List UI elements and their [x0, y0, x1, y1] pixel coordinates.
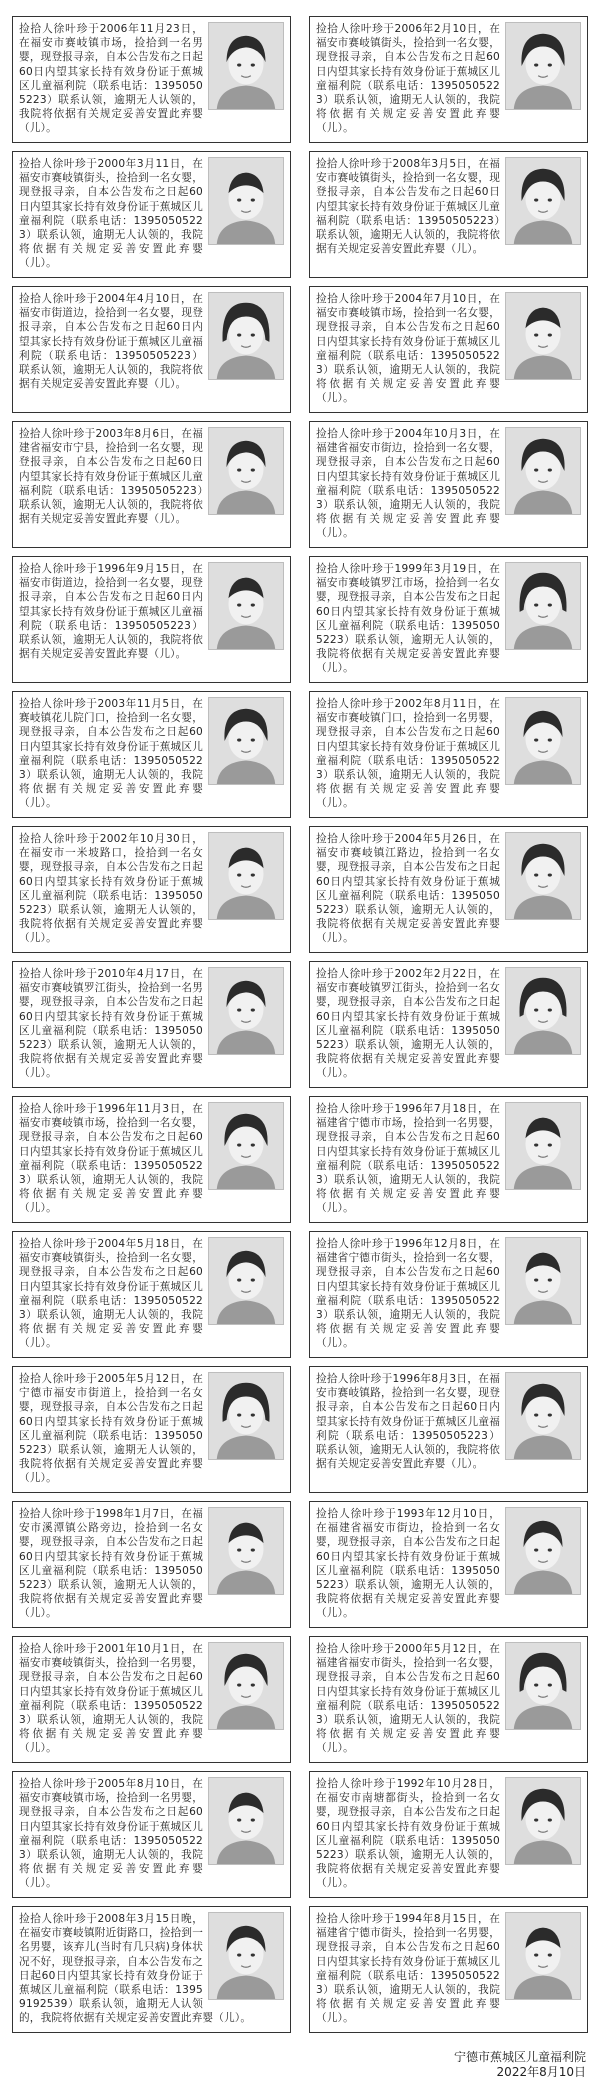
notice-card: [309, 691, 588, 818]
child-photo: [208, 832, 284, 920]
notice-text: 捡拾人徐叶珍于2003年11月5日，在赛岐镇花儿院门口，捡拾到一名女婴，现登报寻亲，自本公告发布之日起60日内望其家长持有效身份证于蕉城区儿童福利院（联系电话：13950505223）联系认领，逾期无人认领的，我院将依据有关规定妥善安置此弃婴（儿）。: [19, 698, 203, 810]
notice-text: 捡拾人徐叶珍于2002年10月30日，在福安市一米坡路口，捡拾到一名女婴，现登报寻亲，自本公告发布之日起60日内望其家长持有效身份证于蕉城区儿童福利院（联系电话：13950505223）联系认领，逾期无人认领的，我院将依据有关规定妥善安置此弃婴（儿）。: [19, 833, 203, 945]
notice-grid: [12, 16, 588, 2033]
child-photo: [505, 1642, 581, 1730]
footer-org: 宁德市蕉城区儿童福利院: [453, 2050, 586, 2064]
notice-card: [309, 1096, 588, 1223]
notice-card: [12, 691, 291, 818]
child-photo: [208, 292, 284, 380]
notice-text: 捡拾人徐叶珍于2000年5月12日，在福建省福安市街头，捡拾到一名女婴，现登报寻亲，自本公告发布之日起60日内望其家长持有效身份证于蕉城区儿童福利院（联系电话：13950505223）联系认领，逾期无人认领的，我院将依据有关规定妥善安置此弃婴（儿）。: [316, 1643, 500, 1755]
notice-text: 捡拾人徐叶珍于2005年8月10日，在福安市赛岐镇市场，捡拾到一名男婴，现登报寻亲，自本公告发布之日起60日内望其家长持有效身份证于蕉城区儿童福利院（联系电话：13950505223）联系认领，逾期无人认领的，我院将依据有关规定妥善安置此弃婴（儿）。: [19, 1778, 203, 1890]
notice-card: [309, 286, 588, 413]
child-photo: [505, 967, 581, 1055]
notice-card: [12, 1231, 291, 1358]
notice-text: 捡拾人徐叶珍于1994年8月15日，在福建省宁德市街头，捡拾到一名男婴，现登报寻亲，自本公告发布之日起60日内望其家长持有效身份证于蕉城区儿童福利院（联系电话：13950505223）联系认领，逾期无人认领的，我院将依据有关规定妥善安置此弃婴（儿）。: [316, 1913, 500, 2025]
child-photo: [505, 157, 581, 245]
child-photo: [208, 1372, 284, 1460]
notice-text: 捡拾人徐叶珍于2000年3月11日，在福安市赛岐镇街头，捡拾到一名女婴，现登报寻亲，自本公告发布之日起60日内望其家长持有效身份证于蕉城区儿童福利院（联系电话：13950505223）联系认领，逾期无人认领的，我院将依据有关规定妥善安置此弃婴（儿）。: [19, 158, 203, 270]
child-photo: [208, 697, 284, 785]
child-photo: [505, 832, 581, 920]
notice-text: 捡拾人徐叶珍于1996年11月3日，在福安市赛岐镇市场，捡拾到一名女婴，现登报寻亲，自本公告发布之日起60日内望其家长持有效身份证于蕉城区儿童福利院（联系电话：13950505223）联系认领，逾期无人认领的，我院将依据有关规定妥善安置此弃婴（儿）。: [19, 1103, 203, 1215]
notice-text: 捡拾人徐叶珍于1996年7月18日，在福建省宁德市市场，捡拾到一名男婴，现登报寻亲，自本公告发布之日起60日内望其家长持有效身份证于蕉城区儿童福利院（联系电话：13950505223）联系认领，逾期无人认领的，我院将依据有关规定妥善安置此弃婴（儿）。: [316, 1103, 500, 1215]
child-photo: [208, 967, 284, 1055]
notice-card: [309, 421, 588, 548]
notice-text: 捡拾人徐叶珍于2004年5月18日，在福安市赛岐镇街头，捡拾到一名女婴，现登报寻亲，自本公告发布之日起60日内望其家长持有效身份证于蕉城区儿童福利院（联系电话：13950505223）联系认领，逾期无人认领的，我院将依据有关规定妥善安置此弃婴（儿）。: [19, 1238, 203, 1350]
notice-card: [309, 1501, 588, 1628]
child-photo: [208, 157, 284, 245]
child-photo: [505, 1777, 581, 1865]
notice-card: [12, 1636, 291, 1763]
child-photo: [208, 1237, 284, 1325]
notice-text: 捡拾人徐叶珍于1996年12月8日，在福建省宁德市街头，捡拾到一名女婴，现登报寻亲，自本公告发布之日起60日内望其家长持有效身份证于蕉城区儿童福利院（联系电话：13950505223）联系认领，逾期无人认领的，我院将依据有关规定妥善安置此弃婴（儿）。: [316, 1238, 500, 1350]
notice-card: [12, 1501, 291, 1628]
footer: [454, 2050, 586, 2080]
notice-card: [12, 1366, 291, 1493]
notice-text: 捡拾人徐叶珍于2004年10月3日，在福建省福安市街边，捡拾到一名女婴，现登报寻亲，自本公告发布之日起60日内望其家长持有效身份证于蕉城区儿童福利院（联系电话：13950505223）联系认领，逾期无人认领的，我院将依据有关规定妥善安置此弃婴（儿）。: [316, 428, 500, 540]
notice-card: [309, 961, 588, 1088]
notice-card: [12, 421, 291, 548]
notice-text: 捡拾人徐叶珍于1996年8月3日，在福安市赛岐镇路，捡拾到一名女婴，现登报寻亲，自本公告发布之日起60日内望其家长持有效身份证于蕉城区儿童福利院（联系电话：13950505223）联系认领，逾期无人认领的，我院将依据有关规定妥善安置此弃婴（儿）。: [316, 1373, 500, 1471]
notice-card: [12, 961, 291, 1088]
notice-text: 捡拾人徐叶珍于1993年12月10日，在福建省福安市街边，捡拾到一名女婴，现登报寻亲，自本公告发布之日起60日内望其家长持有效身份证于蕉城区儿童福利院（联系电话：13950505223）联系认领，逾期无人认领的，我院将依据有关规定妥善安置此弃婴（儿）。: [316, 1508, 500, 1620]
notice-card: [12, 1906, 291, 2033]
child-photo: [505, 427, 581, 515]
notice-card: [309, 1366, 588, 1493]
notice-card: [309, 1906, 588, 2033]
child-photo: [505, 1237, 581, 1325]
child-photo: [505, 1372, 581, 1460]
notice-card: [12, 1771, 291, 1898]
notice-card: [309, 1231, 588, 1358]
notice-card: [309, 556, 588, 683]
notice-card: [12, 16, 291, 143]
child-photo: [208, 1102, 284, 1190]
notice-card: [12, 556, 291, 683]
notice-text: 捡拾人徐叶珍于2006年11月23日，在福安市赛岐镇市场，捡拾到一名男婴，现登报寻亲，自本公告发布之日起60日内望其家长持有效身份证于蕉城区儿童福利院（联系电话：13950505223）联系认领，逾期无人认领的，我院将依据有关规定妥善安置此弃婴（儿）。: [19, 23, 203, 135]
notice-text: 捡拾人徐叶珍于1998年1月7日，在福安市溪潭镇公路旁边，捡拾到一名女婴，现登报寻亲，自本公告发布之日起60日内望其家长持有效身份证于蕉城区儿童福利院（联系电话：13950505223）联系认领，逾期无人认领的，我院将依据有关规定妥善安置此弃婴（儿）。: [19, 1508, 203, 1620]
notice-text: 捡拾人徐叶珍于2001年10月1日，在福安市赛岐镇街头，捡拾到一名男婴，现登报寻亲，自本公告发布之日起60日内望其家长持有效身份证于蕉城区儿童福利院（联系电话：13950505223）联系认领，逾期无人认领的，我院将依据有关规定妥善安置此弃婴（儿）。: [19, 1643, 203, 1755]
notice-card: [309, 151, 588, 278]
notice-text: 捡拾人徐叶珍于1992年10月28日，在福安市南塘都街头，捡拾到一名女婴，现登报寻亲，自本公告发布之日起60日内望其家长持有效身份证于蕉城区儿童福利院（联系电话：13950505223）联系认领，逾期无人认领的，我院将依据有关规定妥善安置此弃婴（儿）。: [316, 1778, 500, 1890]
notice-text: 捡拾人徐叶珍于2010年4月17日，在福安市赛岐镇罗江街头，捡拾到一名男婴，现登报寻亲，自本公告发布之日起60日内望其家长持有效身份证于蕉城区儿童福利院（联系电话：13950505223）联系认领，逾期无人认领的，我院将依据有关规定妥善安置此弃婴（儿）。: [19, 968, 203, 1080]
notice-text: 捡拾人徐叶珍于2005年5月12日，在宁德市福安市街道上，捡拾到一名女婴，现登报寻亲，自本公告发布之日起60日内望其家长持有效身份证于蕉城区儿童福利院（联系电话：13950505223）联系认领，逾期无人认领的，我院将依据有关规定妥善安置此弃婴（儿）。: [19, 1373, 203, 1485]
notice-text: 捡拾人徐叶珍于2003年8月6日，在福建省福安市宁县，捡拾到一名女婴，现登报寻亲，自本公告发布之日起60日内望其家长持有效身份证于蕉城区儿童福利院（联系电话：13950505223）联系认领，逾期无人认领的，我院将依据有关规定妥善安置此弃婴（儿）。: [19, 428, 203, 526]
notice-text: 捡拾人徐叶珍于2008年3月15日晚，在福安市赛岐镇附近街路口，捡拾到一名男婴，该弃儿(当时有几只病)身体状况不好，现登报寻亲，自本公告发布之日起60日内望其家长持有效身份证于蕉城区儿童福利院（联系电话：13959192539）联系认领，逾期无人认领的，我院将依据有关规定妥善安置此弃婴（儿）。: [19, 1913, 252, 2025]
footer-date: 2022年8月10日: [496, 2065, 586, 2079]
child-photo: [505, 1912, 581, 2000]
notice-text: 捡拾人徐叶珍于1996年9月15日，在福安市街道边，捡拾到一名女婴，现登报寻亲，自本公告发布之日起60日内望其家长持有效身份证于蕉城区儿童福利院（联系电话：13950505223）联系认领，逾期无人认领的，我院将依据有关规定妥善安置此弃婴（儿）。: [19, 563, 203, 661]
notice-card: [309, 826, 588, 953]
child-photo: [208, 427, 284, 515]
notice-text: 捡拾人徐叶珍于2008年3月5日，在福安市赛岐镇街头，捡拾到一名女婴，现登报寻亲，自本公告发布之日起60日内望其家长持有效身份证于蕉城区儿童福利院（联系电话：13950505223）联系认领，逾期无人认领的，我院将依据有关规定妥善安置此弃婴（儿）。: [316, 158, 500, 256]
notice-card: [12, 826, 291, 953]
child-photo: [505, 22, 581, 110]
notice-card: [309, 1636, 588, 1763]
notice-card: [12, 151, 291, 278]
notice-card: [309, 1771, 588, 1898]
child-photo: [208, 22, 284, 110]
child-photo: [208, 1507, 284, 1595]
child-photo: [505, 1102, 581, 1190]
notice-text: 捡拾人徐叶珍于2004年4月10日，在福安市街道边，捡拾到一名女婴，现登报寻亲，自本公告发布之日起60日内望其家长持有效身份证于蕉城区儿童福利院（联系电话：13950505223）联系认领，逾期无人认领的，我院将依据有关规定妥善安置此弃婴（儿）。: [19, 293, 203, 391]
child-photo: [208, 1777, 284, 1865]
notice-text: 捡拾人徐叶珍于2004年5月26日，在福安市赛岐镇江路边，捡拾到一名女婴，现登报寻亲，自本公告发布之日起60日内望其家长持有效身份证于蕉城区儿童福利院（联系电话：13950505223）联系认领，逾期无人认领的，我院将依据有关规定妥善安置此弃婴（儿）。: [316, 833, 500, 945]
child-photo: [505, 697, 581, 785]
notice-text: 捡拾人徐叶珍于2004年7月10日，在福安市赛岐镇市场，捡拾到一名女婴，现登报寻亲，自本公告发布之日起60日内望其家长持有效身份证于蕉城区儿童福利院（联系电话：13950505223）联系认领，逾期无人认领的，我院将依据有关规定妥善安置此弃婴（儿）。: [316, 293, 500, 405]
notice-text: 捡拾人徐叶珍于1999年3月19日，在福安市赛岐镇罗江市场，捡拾到一名女婴，现登报寻亲，自本公告发布之日起60日内望其家长持有效身份证于蕉城区儿童福利院（联系电话：13950505223）联系认领，逾期无人认领的，我院将依据有关规定妥善安置此弃婴（儿）。: [316, 563, 500, 675]
child-photo: [505, 562, 581, 650]
notice-text: 捡拾人徐叶珍于2002年8月11日，在福安市赛岐镇门口，捡拾到一名男婴，现登报寻亲，自本公告发布之日起60日内望其家长持有效身份证于蕉城区儿童福利院（联系电话：13950505223）联系认领，逾期无人认领的，我院将依据有关规定妥善安置此弃婴（儿）。: [316, 698, 500, 810]
notice-card: [12, 286, 291, 413]
child-photo: [505, 292, 581, 380]
notice-text: 捡拾人徐叶珍于2002年2月22日，在福安市赛岐镇罗江街头，捡拾到一名女婴，现登报寻亲，自本公告发布之日起60日内望其家长持有效身份证于蕉城区儿童福利院（联系电话：13950505223）联系认领，逾期无人认领的，我院将依据有关规定妥善安置此弃婴（儿）。: [316, 968, 500, 1080]
child-photo: [208, 562, 284, 650]
notice-text: 捡拾人徐叶珍于2006年2月10日，在福安市赛岐镇街头，捡拾到一名女婴，现登报寻亲，自本公告发布之日起60日内望其家长持有效身份证于蕉城区儿童福利院（联系电话：13950505223）联系认领，逾期无人认领的，我院将依据有关规定妥善安置此弃婴（儿）。: [316, 23, 500, 135]
child-photo: [208, 1642, 284, 1730]
child-photo: [505, 1507, 581, 1595]
notice-card: [309, 16, 588, 143]
notice-card: [12, 1096, 291, 1223]
child-photo: [208, 1912, 284, 2000]
